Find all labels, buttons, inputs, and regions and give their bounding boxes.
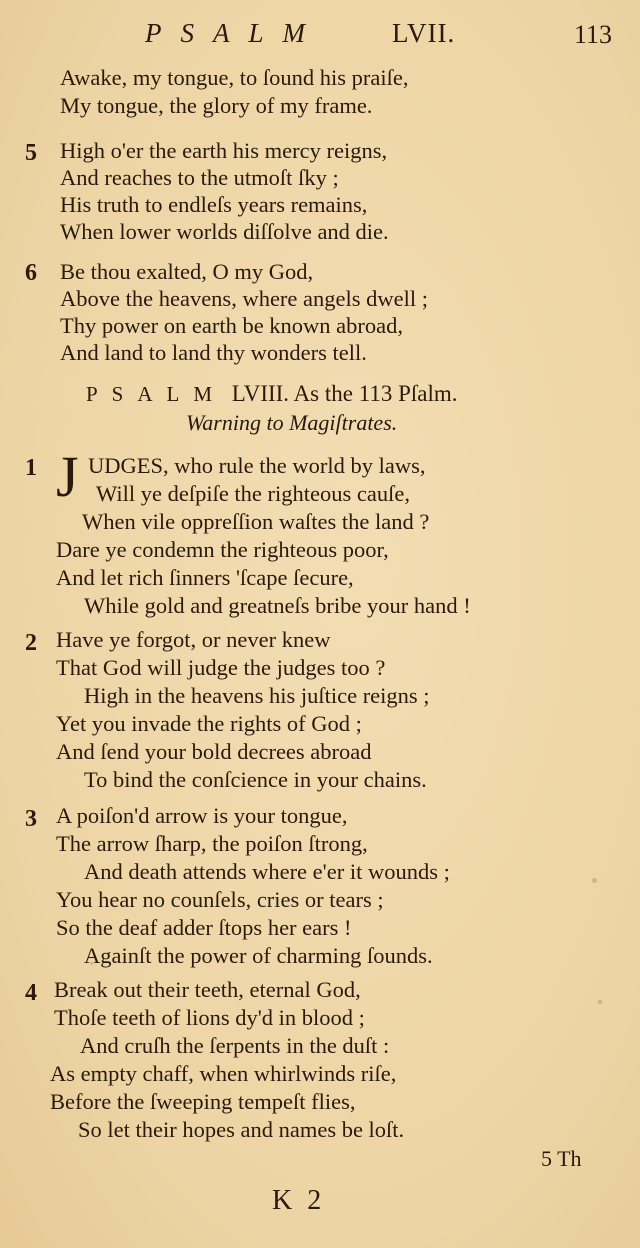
verse-line: While gold and greatneſs bribe your hand ! [84,593,471,618]
psalm-subtitle: Warning to Magiſtrates. [186,410,398,435]
verse-line: Yet you invade the rights of God ; [56,711,362,736]
verse-line: Before the ſweeping tempeſt flies, [50,1089,356,1114]
foxing-spot [90,962,93,965]
verse-line: Have ye forgot, or never knew [56,627,331,652]
verse-line: And ſend your bold decrees abroad [56,739,372,764]
verse-line: And death attends where e'er it wounds ; [84,859,450,884]
foxing-spot [598,1000,602,1004]
drop-cap: J [56,444,79,509]
verse-line: Thoſe teeth of lions dy'd in blood ; [54,1005,365,1030]
verse-line: Above the heavens, where angels dwell ; [60,286,428,311]
verse-number: 1 [25,455,37,481]
verse-line: High o'er the earth his mercy reigns, [60,138,388,163]
verse-number: 2 [25,630,37,656]
verse-number: 5 [25,140,37,166]
verse-line: And land to land thy wonders tell. [60,340,367,365]
verse-line: And reaches to the utmoſt ſky ; [60,165,339,190]
verse-number: 6 [25,260,37,286]
verse-line: You hear no counſels, cries or tears ; [56,887,384,912]
verse-line: Againſt the power of charming ſounds. [84,943,433,968]
page-number: 113 [574,20,613,49]
foxing-spot [592,878,597,883]
running-header [0,18,640,52]
verse-line: So the deaf adder ſtops her ears ! [56,915,352,940]
verse-line: As empty chaff, when whirlwinds riſe, [50,1061,397,1086]
verse-number: 3 [25,806,37,832]
verse-line: When lower worlds diſſolve and die. [60,219,389,244]
verse-number: 4 [25,980,37,1006]
verse-line: Will ye deſpiſe the righteous cauſe, [96,481,410,506]
verse-line: That God will judge the judges too ? [56,655,386,680]
verse-line: High in the heavens his juſtice reigns ; [84,683,430,708]
verse-line: Be thou exalted, O my God, [60,259,314,284]
catchword: 5 Th [541,1146,582,1171]
verse-line: A poiſon'd arrow is your tongue, [56,803,348,828]
verse-line: To bind the conſcience in your chains. [84,767,427,792]
psalm-heading [86,381,556,407]
verse-line: His truth to endleſs years remains, [60,192,368,217]
verse-line: Awake, my tongue, to ſound his praiſe, [60,65,409,90]
verse-line: Break out their teeth, eternal God, [54,977,361,1002]
running-title: PSALM [145,18,324,48]
verse-line: When vile oppreſſion waſtes the land ? [82,509,430,534]
verse-line: The arrow ſharp, the poiſon ſtrong, [56,831,368,856]
signature-mark: K 2 [272,1185,326,1216]
psalm-heading-word: PSALM [86,382,227,406]
verse-line: My tongue, the glory of my frame. [60,93,373,118]
verse-line: And cruſh the ſerpents in the duſt : [80,1033,390,1058]
verse-line: And let rich ſinners 'ſcape ſecure, [56,565,354,590]
running-psalm-number: LVII. [392,18,456,48]
verse-line: So let their hopes and names be loſt. [78,1117,405,1142]
verse-line: UDGES, who rule the world by laws, [88,453,426,478]
verse-line: Dare ye condemn the righteous poor, [56,537,389,562]
verse-line: Thy power on earth be known abroad, [60,313,404,338]
psalm-heading-rest: LVIII. As the 113 Pſalm. [231,381,458,406]
